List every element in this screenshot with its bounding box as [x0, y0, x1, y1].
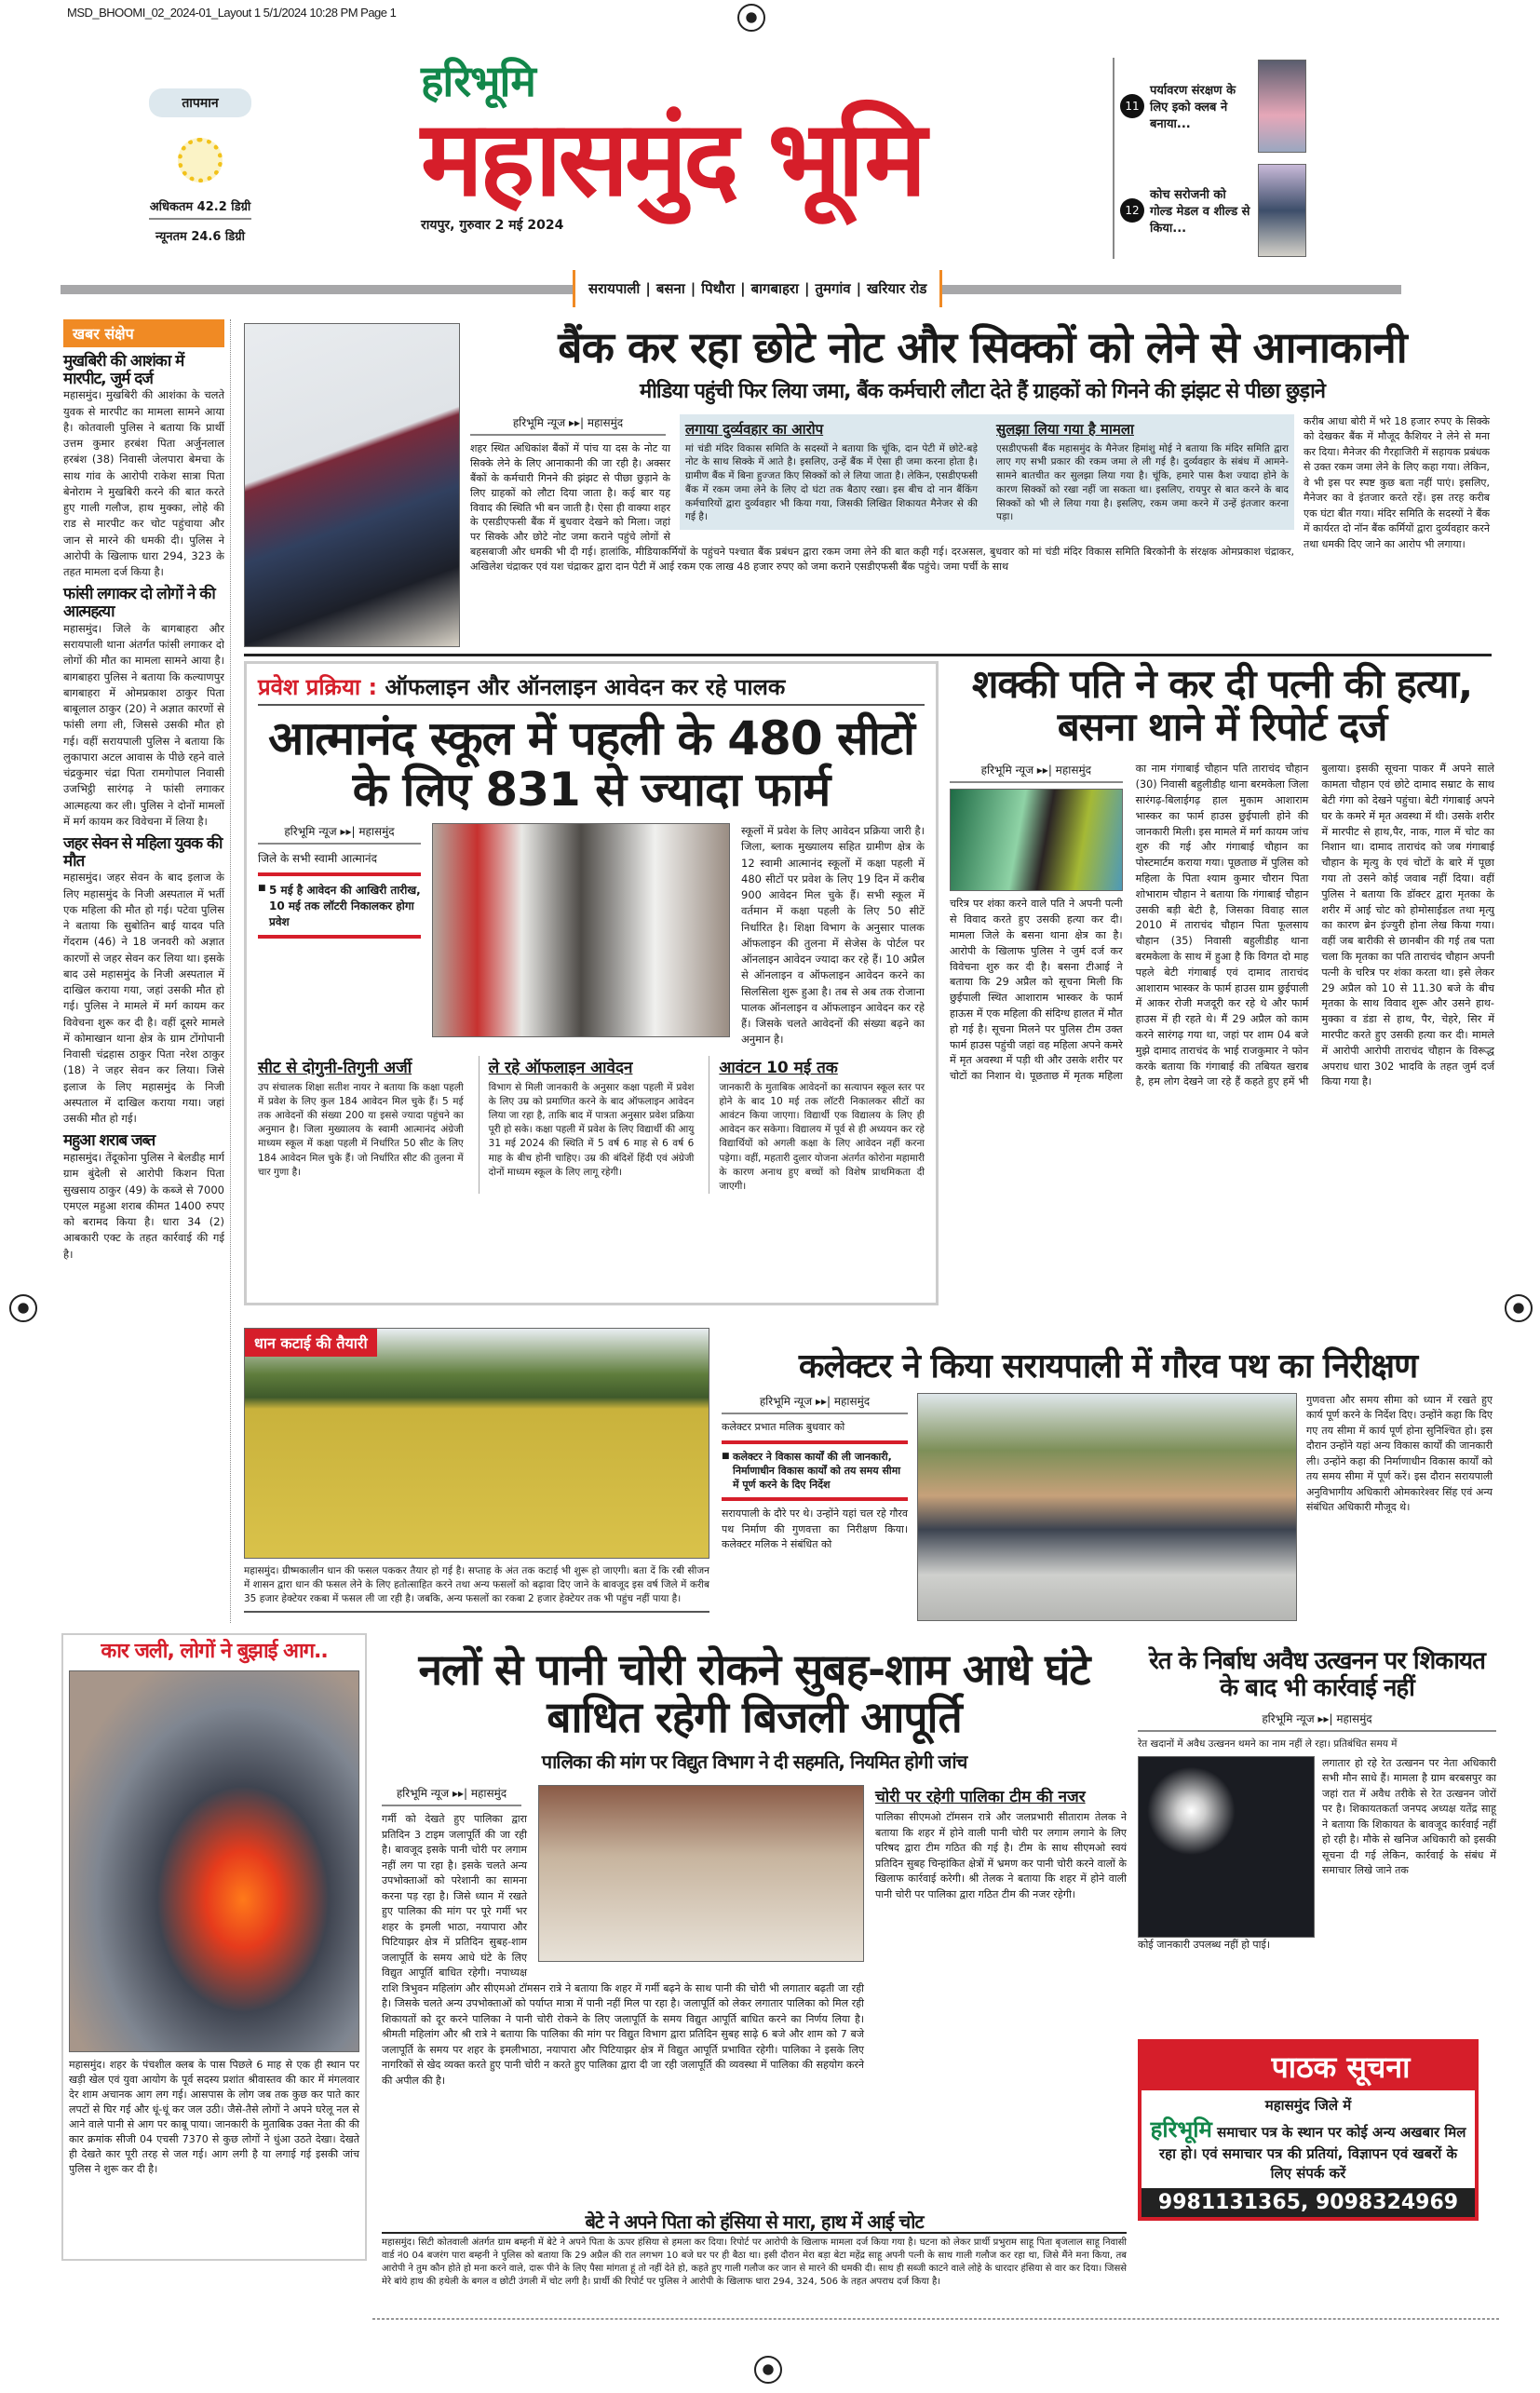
pump-photo — [538, 1785, 864, 1962]
briefs-label: खबर संक्षेप — [63, 319, 224, 347]
bank-headline: बैंक कर रहा छोटे नोट और सिक्कों को लेने से आनाकानी — [558, 322, 1407, 372]
collector-headline: कलेक्टर ने किया सरायपाली में गौरव पथ का निरीक्षण — [798, 1347, 1418, 1386]
sand-body-tail: कोई जानकारी उपलब्ध नहीं हो पाई। — [1138, 1938, 1271, 1951]
teaser-item[interactable] — [1114, 58, 1401, 155]
water-main-col — [382, 1785, 864, 2089]
registration-mark-icon — [754, 2356, 782, 2384]
weather-box — [149, 88, 251, 244]
masthead — [421, 58, 1101, 234]
brief-item — [63, 1132, 224, 1262]
bank-body — [470, 414, 1294, 575]
school-body: स्कूलों में प्रवेश के लिए आवेदन प्रक्रिया जारी है। जिला, ब्लाक मुख्यालय सहित ग्रामीण क्षेत्र के 12 स्वामी आत्मानंद स्कूलों में कक्षा पहली में 480 सीटों पर प्रवेश के लिए 19 दिन में करीब 900 आवेदन मिल चुके हैं। सभी स्कूल में वर्तमान में कक्षा पहली के लिए 50 सीटें निर्धारित है। शिक्षा विभाग के अनुसार पालक ऑफलाइन की तुलना में सेजेस के पोर्टल पर ऑनलाइन आवेदन ज्यादा कर रहे हैं। 10 अप्रैल से ऑनलाइन व ऑफलाइन आवेदन करने का सिलसिला शुरू हुआ है। तब से अब तक रोजाना पालक ऑनलाइन व ऑफलाइन आवेदन कर रहे हैं। जिसके चलते आवेदनों की संख्या बढ़ने का अनुमान है। — [741, 824, 925, 1047]
sand-headline: रेत के निर्बाध अवैध उत्खनन पर शिकायत के बाद भी कार्रवाई नहीं — [1149, 1647, 1485, 1702]
notice-text: समाचार पत्र के स्थान पर कोई अन्य अखबार मिल रहा हो। एवं समाचार पत्र की प्रतियां, विज्ञापन एवं खबरों के लिए संपर्क करें — [1159, 2124, 1466, 2182]
sand-body: लगातार हो रहे रेत उत्खनन पर नेता अधिकारी सभी मौन साधे हैं। मामला है ग्राम बरबसपुर का जहां रात में अवैध तरीके से रेत उत्खनन जोरों पर है। शिकायतकर्ता जनपद अध्यक्ष यतेंद्र साहू ने बताया कि शिकायत के बावजूद कार्रवाई नहीं हो रही है। मौके से खनिज अधिकारी को इसकी सूचना दी गई लेकिन, कार्रवाई के संबंध में समाचार लिखे जाने तक — [1322, 1756, 1496, 1877]
registration-mark-icon — [1505, 1294, 1533, 1322]
school-kicker-text: ऑफलाइन और ऑनलाइन आवेदन कर रहे पालक — [385, 674, 786, 700]
photo-label: धान कटाई की तैयारी — [245, 1329, 377, 1357]
car-fire-photo — [69, 1670, 359, 2052]
bank-story — [470, 324, 1494, 575]
bank-subhead: मीडिया पहुंची फिर लिया जमा, बैंक कर्मचारी लौटा देते हैं ग्राहकों को गिनने की झंझट से पीछा छुड़ाने — [640, 379, 1325, 403]
brief-title: महुआ शराब जब्त — [63, 1131, 155, 1151]
water-subsection-body: पालिका सीएमओ टॉमसन रात्रे और जलप्रभारी सीताराम तेलक ने बताया कि शहर में होने वाली पानी चोरी पर लगाम लगाने के लिए परिषद द्वारा टीम गठित की गई है। टीम के साथ सीएमओ स्वयं प्रतिदिन सुबह चिन्हांकित क्षेत्रों में भ्रमण कर पानी चोरी करने वालों के खिलाफ कार्रवाई करेगी। श्री तेलक ने बताया कि शहर में होने वाली पानी चोरी पर पालिका द्वारा गठित टीम की नजर रहेगी। — [875, 1811, 1127, 1900]
collector-body: सरायपाली के दौरे पर थे। उन्होंने यहां चल रहे गौरव पथ निर्माण की गुणवत्ता का निरीक्षण किया। कलेक्टर मलिक ने संबंधित को — [722, 1507, 908, 1551]
water-body: गर्मी को देखते हुए पालिका द्वारा प्रतिदिन 3 टाइम जलापूर्ति की जा रही है। बावजूद इसके पानी चोरी पर लगाम नहीं लग पा रहा है। इसके चलते अन्य उपभोक्ताओं को परेशानी का सामना करना पड़ रहा है। जिसे ध्यान में रखते हुए पालिका की मांग पर पूरे गर्मी भर शहर के इमली भाठा, नयापारा और पिटियाझर क्षेत्र में प्रतिदिन सुबह-शाम जलापूर्ति के समय आधे घंटे के लिए विद्युत आपूर्ति बाधित रहेगी। नपाध्यक्ष राशि त्रिभुवन महिलांग और सीएमओ टॉमसन रात्रे ने बताया कि शहर में गर्मी बढ़ने के साथ पानी की चोरी भी लगातार बढ़ती जा रही है। जिसके चलते अन्य उपभोक्ताओं को पर्याप्त मात्रा में पानी नहीं मिल पा रहा है। जलापूर्ति को लेकर लगातार पालिका को मिल रही शिकायतों को दूर करने पालिका ने पानी चोरी रोकने के लिए जलापूर्ति के समय विद्युत आपूर्ति बाधित करने का निर्णय लिया है। श्रीमती महिलांग और श्री रात्रे ने बताया कि पालिका की मांग पर विद्युत विभाग द्वारा प्रतिदिन सुबह साढ़े 6 बजे और शाम को 7 बजे जलापूर्ति के समय पर शहर के इमलीभाठा, नयापारा और पिटियाझर क्षेत्र में विद्युत आपूर्ति प्रभावित रहेगी। पालिका ने इसके लिए नागरिकों से खेद व्यक्त करते हुए पानी चोरी न करते हुए पालिका द्वारा दी जा रही जलापूर्ति की व्यवस्था में पालिका की सहयोग करने की अपील की है। — [382, 1813, 865, 2087]
box-body: मां चंडी मंदिर विकास समिति के सदस्यों ने बताया कि चूंकि, दान पेटी में छोटे-बड़े नोट के साथ सिक्के में आते है। इसलिए, उन्हें बैंक में ऐसा ही जमा करना होता है। ग्रामीण बैंक में बिना हुज्जत किए सिक्कों को ले लिया जाता है। लेकिन, एसडीएफसी बैंक में रकम जमा लेने के लिए दो घंटा तक बैठाए रखा। इस बीच दो नान बैंकिंग कर्मचारियों द्वारा दुर्व्यवहार भी किया गया, जिसकी लिखित शिकायत मैनेजर से की गई है। — [685, 442, 978, 523]
byline: हरिभूमि न्यूज ▸▸| महासमुंद — [950, 762, 1123, 783]
car-fire-story — [61, 1633, 367, 2261]
notice-line: महासमुंद जिले में — [1264, 2097, 1352, 2114]
son-headline: बेटे ने अपने पिता को हंसिया से मारा, हाथ में आई चोट — [382, 2211, 1127, 2234]
bank-body-text: शहर स्थित अधिकांश बैंकों में पांच या दस के नोट या सिक्के लेने के लिए आनाकानी की जा रही है। अक्सर बैंकों के कर्मचारी गिनने की झंझट से पीछा छुड़ाने के लिए ग्राहकों को लौटा दिया जाता है। कई बार यह विवाद की स्थिति भी बन जाती है। ऐसा ही वाक्या शहर के एसडीएफसी बैंक में बुधवार देखने को मिला। जहां पर सिक्के और छोटे नोट जमा कराने पहुंचे लोगों से बहसबाजी और धमकी भी दी गई। हालांकि, मीडियाकर्मियों के पहुंचने पश्चात बैंक प्रबंधन द्वारा रकम जमा लेने की बात कही गई। दरअसल, बुधवार को मां चंडी मंदिर विकास समिति बिरकोनी के संरक्षक ओमप्रकाश चंद्राकर, अखिलेश चंद्राकर एवं यश चंद्राकर द्वारा दान पेटी में आई रकम एक लाख 48 हजार रुपए को जमा कराने एसडीएफसी बैंक पहुंचे। जमा पर्ची के साथ — [470, 441, 1294, 574]
school-kicker: प्रवेश प्रक्रिया : — [258, 674, 378, 700]
sand-story — [1138, 1648, 1496, 1953]
teaser-text: कोच सरोजनी को गोल्ड मेडल व शील्ड से किया... — [1150, 188, 1250, 236]
brief-title: जहर सेवन से महिला युवक की मौत — [63, 834, 223, 871]
subsection-body: जानकारी के मुताबिक आवेदनों का सत्यापन स्कूल स्तर पर होने के बाद 10 मई तक लॉटरी निकालकर सीटों का आवंटन किया जाएगा। विद्यार्थी एक विद्यालय के लिए ही आवेदन कर सकेगा। विद्यालय में पूर्व से ही अध्ययन कर रहे विद्यार्थियों को अगली कक्षा के लिए आवेदन नहीं करना पड़ेगा। वहीं, महतारी दुलार योजना अंतर्गत कोरोना महामारी के कारण अनाथ हुए बच्चों को विशेष प्राथमिकता दी जाएगी। — [719, 1081, 925, 1193]
subsection-title: आवंटन 10 मई तक — [719, 1058, 838, 1077]
bank-body-right: करीब आधा बोरी में भरे 18 हजार रुपए के सिक्के को देखकर बैंक में मौजूद कैशियर ने लेने से मना कर दिया। मैनेजर की गैरहाजिरी में सहायक प्रबंधक से उक्त रकम जमा लेने के लिए कहा गया। लेकिन, वे भी इस पर स्पष्ट कुछ बता नहीं पाएं। इसलिए, मैनेजर का वे इंतजार करते रहें। इस तरह करीब एक घंटा बीत गया। मंदिर समिति के सदस्यों ने बैंक में कार्यरत दो नॉन बैंक कर्मियों द्वारा दुर्व्यवहार करने तथा धमकी दिए जाने का आरोप भी लगाया। — [1304, 414, 1490, 550]
paddy-field-photo — [244, 1328, 709, 1559]
brief-item — [63, 586, 224, 830]
page-number-badge: 12 — [1120, 198, 1144, 223]
school-headline: आत्मानंद स्कूल में पहली के 480 सीटों के लिए 831 से ज्यादा फार्म — [268, 711, 914, 817]
murder-body: चरित्र पर शंका करने वाले पति ने अपनी पत्नी से विवाद करते हुए उसकी हत्या कर दी। मामला जिले के बसना थाना क्षेत्र का है। आरोपी के खिलाफ पुलिस ने जुर्म दर्ज कर विवेचना शुरु कर दी है। बसना टीआई ने बताया कि 29 अप्रैल को सूचना मिली कि छुईपाली स्थित आशाराम भास्कर के फार्म हाऊस में एक महिला की संदिग्ध हालत में मौत हो गई है। सूचना मिलने पर पुलिस टीम उक्त फार्म हाउस पहुंची जहां वह महिला अपने कमरे में मृत अवस्था में पड़ी थी और उसके शरीर पर चोटों का निशान थे। पूछताछ में मृतक महिला का नाम गंगाबाई चौहान पति ताराचंद चौहान (30) निवासी बहुलीडीह थाना बरमकेला जिला सारंगढ़-बिलाईगढ़ हाल मुकाम आशाराम भास्कर का फार्म हाउस छुईपाली होने की जानकारी मिली। इस मामले में मर्ग कायम जांच शुरु की गई और गंगाबाई चौहान का पोस्टमार्टम कराया गया। पूछताछ में पुलिस को महिला के पिता श्याम कुमार चौरान पिता शोभाराम चौहान ने बताया कि गंगाबाई चौहान उसकी बड़ी बेटी है, जिसका विवाह साल 2010 में ताराचंद चौहान पिता फूलसाय चौहान (35) निवासी बहुलीडीह थाना बरमकेला के साथ में हुआ है कि विगत दो माह पहले बेटी गंगाबाई एवं दामाद ताराचंद आशाराम भास्कर के फार्म हाउस ग्राम छुईपाली में आकर रोजी मजदूरी कर रहे थे और फार्म हाउस में ही रहते थे। मैं 29 अप्रैल को काम करने सारंगढ़ गया था, जहां पर शाम 04 बजे मुझे दामाद ताराचंद के भाई राजकुमार ने फोन करके बताया कि गंगाबाई की तबियत खराब है, हम लोग देखने जा रहे हैं कहते हुए हमें भी बुलाया। इसकी सूचना पाकर मैं अपने साले कामता चौहान एवं छोटे दामाद सम्राट के साथ बेटी गंगा को देखने पहुंचा। बेटी गंगाबाई अपने घर के कमरे में मृत अवस्था में थी। उसके शरीर में मारपीट से हाथ,पैर, नाक, गाल में चोट का निशान था। दामाद ताराचंद को जब गंगाबाई चौहान के मृत्यु के एवं चोटों के बारे में पूछा गया तो उसने कोई जवाब नहीं दिया। वहीं पुलिस ने बताया कि डॉक्टर द्वारा मृतका के शरीर में आई चोट को होमोसाईडल तथा मृत्यु का कारण ब्रेन इंज्युरी होना लेख किया गया। वहीं जब बारीकी से छानबीन की गई तब पता चला कि मृतका का पति ताराचंद चौहान अपनी पत्नी के चरित्र पर शंका करता था। इसे लेकर 29 अप्रैल को 10 से 11.30 बजे के बीच मृतका के साथ विवाद शुरू और उसने हाथ-मुक्का व डंडा से हाथ, पैर, चेहरे, सिर में मारपीट करते हुए उसकी हत्या कर दी। मामले में आरोपी आरोपी ताराचंद चौहान के विरूद्ध अपराध धारा 302 भादवि के तहत जुर्म दर्ज किया गया है। — [950, 763, 1494, 1088]
subsection-title: ले रहे ऑफलाइन आवेदन — [488, 1058, 633, 1077]
section-link[interactable]: पिथौरा — [701, 280, 736, 297]
section-rule — [244, 654, 1492, 656]
byline: हरिभूमि न्यूज ▸▸| महासमुंद — [382, 1785, 521, 1806]
dateline: रायपुर, गुरुवार 2 मई 2024 — [421, 218, 564, 234]
section-link[interactable]: बागबाहरा — [750, 280, 799, 297]
subsection-body: विभाग से मिली जानकारी के अनुसार कक्षा पहली में प्रवेश के लिए उम्र को प्रमाणित करने के बाद ऑफलाइन आवेदन लिया जा रहा है, ताकि बाद में पात्रता अनुसार प्रवेश प्रक्रिया पूरी हो सके। कक्षा पहली में प्रवेश के लिए विद्यार्थी की आयु 31 मई 2024 की स्थिति में 5 वर्ष 6 माह से 6 वर्ष 6 माह के बीच होनी चाहिए। उम्र की बंदिशें हिंदी एवं अंग्रेजी दोनों माध्यम स्कूल के लिए लागू रहेगी। — [488, 1081, 695, 1178]
notice-phone-numbers[interactable]: 9981131365, 9098324969 — [1141, 2188, 1475, 2217]
notice-brand: हरिभूमि — [1150, 2116, 1212, 2143]
byline: हरिभूमि न्यूज ▸▸| महासमुंद — [258, 823, 421, 845]
weather-label: तापमान — [149, 88, 251, 117]
notice-title: पाठक सूचना — [1141, 2043, 1475, 2090]
box-body: एसडीएफसी बैंक महासमुंद के मैनेजर हिमांशु मोई ने बताया कि मंदिर समिति द्वारा लाए गए सभी प्रकार की रकम जमा ले ली गई है। दुर्व्यवहार के संबंध में आमने-सामने बातचीत कर सुलझा लिया गया है। चूंकि, हमारे पास कैश ज्यादा होने के कारण सिक्कों को रखा नहीं जा सकता था। इसलिए, रायपुर से बात करने के बाद सिक्कों को भी ले लिया गया है। इसलिए, रकम जमा करने में उन्हें इंतजार करना पड़ा। — [996, 442, 1289, 523]
byline: हरिभूमि न्यूज ▸▸| महासमुंद — [1138, 1710, 1496, 1732]
masthead-title: महासमुंद भूमि — [421, 98, 924, 220]
collector-lead: कलेक्टर प्रभात मलिक बुधवार को — [722, 1420, 845, 1433]
brief-body: महासमुंद। तेंदूकोना पुलिस ने बेलडीह मार्ग ग्राम बुंदेली से आरोपी किशन पिता सुखसाय ठाकुर (49) के कब्जे से 7000 एमएल महुआ शराब कीमत 1400 रुपए को बरामद किया है। धारा 34 (2) आबकारी एक्ट के तहत कार्रवाई की गई है। — [63, 1151, 224, 1261]
section-link[interactable]: तुमगांव — [815, 280, 851, 297]
sand-lead: रेत खदानों में अवैध उत्खनन थमने का नाम नहीं ले रहा। प्रतिबंधित समय में — [1138, 1738, 1398, 1751]
water-story — [382, 1646, 1127, 2089]
reader-notice — [1138, 2039, 1479, 2221]
inspection-photo — [917, 1393, 1297, 1621]
teaser-text: पर्यावरण संरक्षण के लिए इको क्लब ने बनाया... — [1150, 84, 1236, 131]
sand-truck-photo — [1138, 1756, 1315, 1938]
brief-item — [63, 353, 224, 580]
subsection-body: उप संचालक शिक्षा सतीश नायर ने बताया कि कक्षा पहली में प्रवेश के लिए कुल 184 आवेदन मिल चुके हैं। 5 मई तक आवेदनों की संख्या 200 या इससे ज्यादा पहुंचने का अनुमान है। जिला मुख्यालय के स्वामी आत्मानंद अंग्रेजी माध्यम स्कूल में कक्षा पहली में निर्धारित 50 सीट के लिए 184 आवेदन मिल चुके हैं। जो निर्धारित सीट की तुलना में चार गुणा है। — [258, 1081, 464, 1178]
byline: हरिभूमि न्यूज ▸▸| महासमुंद — [470, 414, 666, 436]
murder-headline: शक्की पति ने कर दी पत्नी की हत्या, बसना थाने में रिपोर्ट दर्ज — [971, 661, 1473, 750]
water-headline: नलों से पानी चोरी रोकने सुबह-शाम आधे घंटे बाधित रहेगी बिजली आपूर्ति — [418, 1644, 1090, 1742]
brand-logo: हरिभूमि — [421, 56, 535, 106]
collector-highlight: ■ कलेक्टर ने विकास कार्यों की ली जानकारी, निर्माणाधीन विकास कार्यों को तय समय सीमा में पूर्ण करने के दिए निर्देश — [722, 1450, 908, 1492]
brief-item — [63, 835, 224, 1127]
registration-mark-icon — [737, 4, 765, 32]
illustration-image — [950, 789, 1123, 891]
brief-title: मुखबिरी की आशंका में मारपीट, जुर्म दर्ज — [63, 352, 184, 388]
water-subsection-title: चोरी पर रहेगी पालिका टीम की नजर — [875, 1788, 1086, 1807]
weather-min: न्यूनतम 24.6 डिग्री — [155, 230, 245, 244]
byline: हरिभूमि न्यूज ▸▸| महासमुंद — [722, 1393, 908, 1414]
son-attack-story — [382, 2211, 1127, 2289]
son-body: महासमुंद। सिटी कोतवाली अंतर्गत ग्राम बम्हनी में बेटे ने अपने पिता के ऊपर हंसिया से हमला कर दिया। रिपोर्ट पर आरोपी के खिलाफ मामला दर्ज किया गया है। घटना को लेकर प्रार्थी प्रभुराम साहू पिता बृजलाल साहू निवासी वार्ड नं0 04 बजरंग पारा बम्हनी ने पुलिस को बताया कि 29 अप्रैल की रात लगभग 10 बजे घर पर ही बैठा था। इसी दौरान मेरा बड़ा बेटा महेंद्र साहू अपनी पत्नी के साथ गाली गलौज कर रहा था, जिसे मैंने मना किया, तब आरोपी ने तुम कौन होते हो मना करने वाले, दारू पीने के लिए पैसा मांगता हूं तो नहीं देते हो, कहते हुए गाली गलौज कर जान से मारने की धमकी दी। साथ ही सब्जी काटने वाले लोहे के धारदार हंसिया से वार कर दिया। जिससे मेरे बांये हाथ की हथेली के बगल व छोटी उंगली में चोट लगी है। प्रार्थी की रिपोर्ट पर पुलिस ने आरोपी के खिलाफ धारा 294, 324, 506 के तहत अपराध दर्ज किया है। — [382, 2238, 1127, 2287]
teaser-photo — [1258, 60, 1306, 153]
bank-sidebar-box — [680, 414, 1294, 530]
school-photo — [432, 823, 730, 1037]
brief-body: महासमुंद। जिले के बागबाहरा और सरायपाली थाना अंतर्गत फांसी लगाकर दो लोगों की मौत का मामला सामने आया है। बागबाहरा पुलिस ने बताया कि कल्याणपुर बागबाहरा में ओमप्रकाश ठाकुर पिता बाबूलाल ठाकुर (20) ने अज्ञात कारणों से फांसी लगा ली, जिससे उसकी मौत हो गई। वहीं सरायपाली पुलिस ने बताया कि लुकापारा अटल आवास के पीछे रहने वाले चंद्रकुमार चंद्रा पिता रामगोपाल निवासी उजभिट्ठी सारंगढ़ ने फांसी लगाकर आत्महत्या कर ली। पुलिस ने दोनों मामलों में मर्ग कायम कर विवेचना में लिया है। — [63, 621, 224, 828]
teaser-panel — [1113, 58, 1401, 259]
section-link[interactable]: खरियार रोड — [867, 280, 927, 297]
bank-photo — [244, 323, 460, 647]
school-highlight: ■ 5 मई है आवेदन की आखिरी तारीख, 10 मई तक लॉटरी निकालकर होगा प्रवेश — [258, 882, 421, 929]
car-fire-headline: कार जली, लोगों ने बुझाई आग.. — [101, 1640, 328, 1663]
registration-mark-icon — [9, 1294, 37, 1322]
collector-body-right: गुणवत्ता और समय सीमा को ध्यान में रखते हुए कार्य पूर्ण करने के निर्देश दिए। उन्होंने कहा कि दिए गए तय सीमा में कार्य पूर्ण होना सुनिश्चित हो। इस दौरान उन्होंने यहां अन्य विकास कार्यों की जानकारी ली। उन्होंने कहा की निर्माणाधीन विकास कार्यों को तय समय सीमा में पूर्ण करें। इस दौरान सरायपाली अनुविभागीय अधिकारी ओमकारेश्वर सिंह एवं अन्य संबंधित अधिकारी मौजूद थे। — [1306, 1393, 1493, 1514]
news-briefs-column — [63, 319, 231, 1623]
water-side-col — [875, 1785, 1127, 2089]
school-lead: जिले के सभी स्वामी आत्मानंद — [258, 852, 377, 865]
collector-story — [722, 1348, 1494, 1621]
section-link[interactable]: बसना — [655, 280, 685, 297]
subsection-title: सीट से दोगुनी-तिगुनी अर्जी — [258, 1058, 412, 1077]
page-number-badge: 11 — [1120, 94, 1144, 118]
car-fire-body: महासमुंद। शहर के पंचशील क्लब के पास पिछले 6 माह से एक ही स्थान पर खड़ी खेल एवं युवा आयोग के पूर्व सदस्य प्रशांत श्रीवास्तव की कार में मंगलवार देर शाम अचानक आग लग गई। आसपास के लोग जब तक कुछ कर पाते कार लपटों से घिर गई और धूं-धूं कर जल उठी। जैसे-तैसे लोगों ने अपने घरेलू नल से आने वाले पानी से आग पर काबू पाया। जानकारी के मुताबिक उक्त नेता की की कार क्रमांक सीजी 04 एचसी 7370 से कुछ लोगों ने धुंआ उठते देखा। देखते ही देखते कार पूरी तरह से जल गई। आग लगी है या लगाई गई इसकी जांच पुलिस ने शुरू कर दी है। — [69, 2059, 359, 2175]
teaser-item[interactable] — [1114, 162, 1401, 259]
collector-left-col — [722, 1393, 908, 1621]
water-subhead: पालिका की मांग पर विद्युत विभाग ने दी सहमति, नियमित होगी जांच — [541, 1751, 967, 1774]
box-title: लगाया दुर्व्यवहार का आरोप — [685, 420, 824, 438]
weather-max: अधिकतम 42.2 डिग्री — [149, 197, 251, 220]
paddy-caption: महासमुंद। ग्रीष्मकालीन धान की फसल पककर तैयार हो गई है। सप्ताह के अंत तक कटाई भी शुरू हो जाएगी। बता दें कि रबी सीजन में शासन द्वारा धान की फसल लेने के लिए हतोत्साहित करने तथा अन्य फसलों को बढ़ावा दिए जाने के बावजूद इस वर्ष जिले में करीब 35 हजार हेक्टेयर रकबा में फसल ली जा रही है। जबकि, अन्य फसलों का रकबा 2 हजार हेक्टेयर तक भी पहुंच नहीं पाया है। — [244, 1564, 709, 1613]
section-link[interactable]: सरायपाली — [588, 280, 641, 297]
brief-title: फांसी लगाकर दो लोगों ने की आत्महत्या — [63, 585, 215, 622]
brief-body: महासमुंद। जहर सेवन के बाद इलाज के लिए महासमुंद के निजी अस्पताल में भर्ती एक महिला की मौत हो गई। पटेवा पुलिस ने बताया कि सुबोतिन बाई यादव पति गेंदराम (46) ने 18 जनवरी को अज्ञात कारणों से जहर सेवन कर लिया था। इसके बाद उसे महासमुंद के निजी अस्पताल में दाखिल कराया गया, जहां उसकी मौत हो गई। पुलिस ने मामले में मर्ग कायम कर विवेचना शुरू कर दी है। वहीं दूसरे मामले में कोमाखान थाना क्षेत्र के ग्राम टोंगोपानी निवासी चंद्रहास ठाकुर पिता नरेश ठाकुर (18) ने जहर सेवन कर लिया। जिसे इलाज के लिए महासमुंद के निजी अस्पताल में दाखिल कराया गया। जहां उसकी मौत हो गई। — [63, 871, 224, 1126]
teaser-photo — [1258, 164, 1306, 257]
school-body-area — [258, 823, 925, 1048]
school-story — [244, 661, 939, 1305]
print-slug: MSD_BHOOMI_02_2024-01_Layout 1 5/1/2024 10:28 PM Page 1 — [67, 6, 397, 20]
murder-story — [950, 663, 1494, 1090]
brief-body: महासमुंद। मुखबिरी की आशंका के चलते युवक से मारपीट का मामला सामने आया है। कोतवाली पुलिस ने बताया कि प्रार्थी उत्तम कुमार हरबंश पिता अर्जुनलाल हरबंश (38) निवासी जेलपारा बेमचा के साथ गांव के आरोपी राकेश सात्रा पिता बेनोराम ने मुखबिरी करने की बात करते हुए गाली गलौज, हाथ मुक्का, लोहे की राड से मारपीट कर चोट पहुंचाया और जान से मारने की धमकी दी। पुलिस ने आरोपी के खिलाफ धारा 294, 323 के तहत मामला दर्ज किया है। — [63, 388, 224, 579]
sun-icon — [178, 138, 223, 183]
box-title: सुलझा लिया गया है मामला — [996, 420, 1134, 438]
section-strip: सरायपाली | बसना | पिथौरा | बागबाहरा | तुमगांव | खरियार रोड — [573, 270, 942, 307]
